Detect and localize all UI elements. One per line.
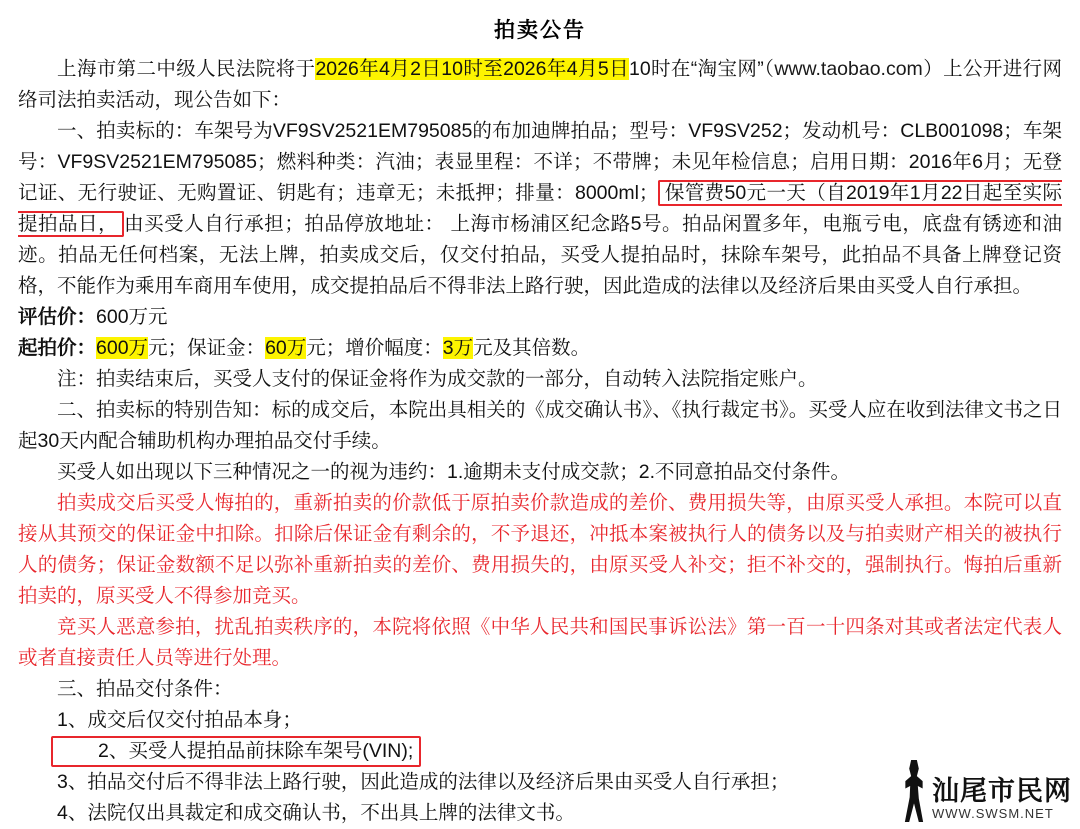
site-watermark xyxy=(902,750,1072,822)
watermark-site-url: WWW.SWSM.NET xyxy=(932,806,1054,821)
paragraph-appraisal-price xyxy=(18,302,1062,333)
paragraph-lot-details xyxy=(18,116,1062,302)
paragraph-breach-conditions: 买受人如出现以下三种情况之一的视为违约：1.逾期未支付成交款；2.不同意拍品交付条件。 xyxy=(57,461,851,483)
text-segment: ）上公开进行网络司法拍卖活动，现公告如下： xyxy=(18,58,1062,111)
label-starting-price: 起拍价： xyxy=(18,337,97,359)
paragraph-special-notice: 二、拍卖标的特别告知：标的成交后，本院出具相关的《成交确认书》、《执行裁定书》。买受人应在收到法律文书之日起30天内配合辅助机构办理拍品交付手续。 xyxy=(18,399,1062,452)
value-appraisal-price: 600万元 xyxy=(96,306,168,328)
paragraph-deposit-note: 注：拍卖结束后，买受人支付的保证金将作为成交款的一部分，自动转入法院指定账户。 xyxy=(57,368,818,390)
paragraph-delivery-item-3: 3、拍品交付后不得非法上路行驶，因此造成的法律以及经济后果由买受人自行承担； xyxy=(57,771,790,793)
text-segment: 10时在“淘宝网”（ xyxy=(628,58,775,80)
text-segment: 元及其倍数。 xyxy=(473,337,591,359)
label-appraisal-price: 评估价： xyxy=(18,306,97,328)
paragraph-delivery-item-4: 4、法院仅出具裁定和成交确认书，不出具上牌的法律文书。 xyxy=(57,802,575,824)
paragraph-malicious-bidding: 竞买人恶意参拍，扰乱拍卖秩序的，本院将依照《中华人民共和国民事诉讼法》第一百一十四条对其或者法定代表人或者直接责任人员等进行处理。 xyxy=(18,616,1062,669)
watermark-text xyxy=(932,776,1072,822)
text-segment: 上海市第二中级人民法院将于 xyxy=(57,58,316,80)
paragraph-starting-price xyxy=(18,333,1062,364)
boxed-vin-removal: 2、买受人提拍品前抹除车架号(VIN); xyxy=(51,736,421,767)
boxed-storage-fee: 保管费50元一天（自2019年1月22日起至实际提拍品日， xyxy=(18,182,1062,235)
watermark-site-name: 汕尾市民网 xyxy=(932,776,1072,806)
paragraph-auction-time xyxy=(18,54,1062,116)
paragraph-regret-bid-warning: 拍卖成交后买受人悔拍的，重新拍卖的价款低于原拍卖价款造成的差价、费用损失等，由原买受人承担。本院可以直接从其预交的保证金中扣除。扣除后保证金有剩余的，不予退还，冲抵本案被执行人的债务以及与拍卖财产相关的被执行人的债务；保证金数额不足以弥补重新拍卖的差价、费用损失的，由原买受人补交；拒不补交的，强制执行。悔拍后重新拍卖的，原买受人不得参加竞买。 xyxy=(18,492,1062,607)
highlight-increment: 3万 xyxy=(442,337,474,359)
page-title: 拍卖公告 xyxy=(494,19,586,42)
highlight-deposit: 60万 xyxy=(265,337,307,359)
paragraph-delivery-item-1: 1、成交后仅交付拍品本身； xyxy=(57,709,302,731)
person-icon xyxy=(902,760,926,822)
highlight-auction-datetime: 2026年4月2日10时至2026年4月5日 xyxy=(315,58,629,80)
text-segment: 元；增价幅度： xyxy=(306,337,443,359)
highlight-starting-price: 600万 xyxy=(96,337,149,359)
paragraph-delivery-heading: 三、拍品交付条件： xyxy=(57,678,233,700)
text-segment: 由买受人自行承担；拍品停放地址： 上海市杨浦区纪念路5号。拍品闲置多年，电瓶亏电，底盘有锈迹和油迹。拍品无任何档案，无法上牌，拍卖成交后，仅交付拍品，买受人提拍品时，抹除车架号，此拍品不具备上牌登记资格，不能作为乘用车商用车使用，成交提拍品后不得非法上路行驶，因此造成的法律以及经济后果由买受人自行承担。 xyxy=(18,213,1062,297)
document-body xyxy=(0,54,1080,829)
text-segment: 一、拍卖标的：车架号为VF9SV2521EM795085的布加迪牌拍品；型号：VF9SV252；发动机号：CLB001098；车架号：VF9SV2521EM795085；燃料种类：汽油；表显里程：不详；不带牌；未见年检信息；启用日期：2016年6月；无登记证、无行驶证、无购置证、钥匙有；违章无；未抵押；排量：8000ml； xyxy=(18,120,1062,204)
text-segment: 元；保证金： xyxy=(148,337,266,359)
taobao-url[interactable]: www.taobao.com xyxy=(774,58,923,80)
